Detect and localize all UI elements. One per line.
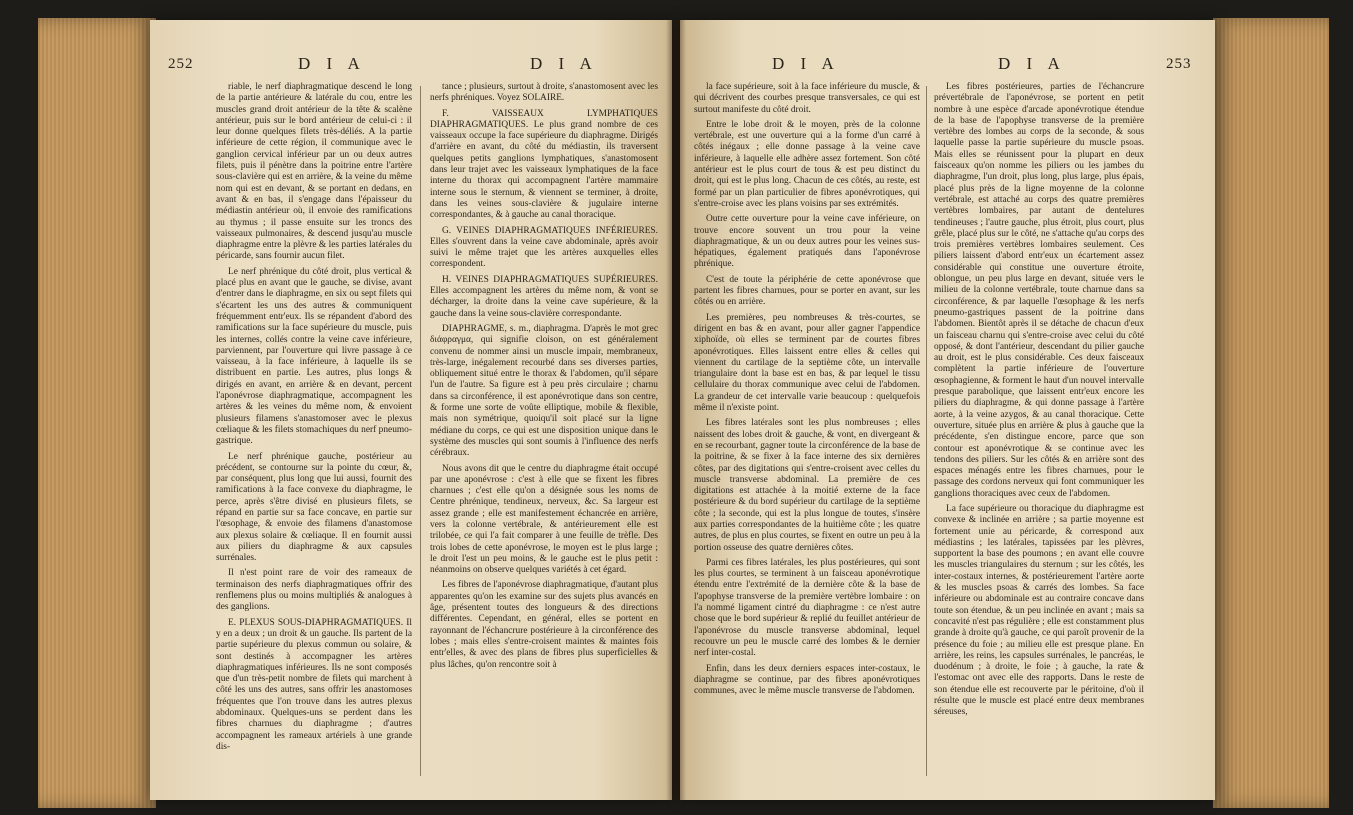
left-column-1 — [216, 82, 412, 782]
paragraph: C'est de toute la périphérie de cette aponévrose que partent les fibres charnues, pour se porter en avant, sur les côtés ou en arrière. — [694, 274, 920, 308]
book-gutter — [666, 20, 686, 800]
right-page-number: 253 — [1166, 56, 1192, 72]
left-page — [150, 20, 672, 800]
right-running-head-b: D I A — [998, 54, 1066, 73]
paragraph: E. PLEXUS SOUS-DIAPHRAGMATIQUES. Il y en a deux ; un droit & un gauche. Ils partent de la partie supérieure du plexus commun ou solaire, & sont destinés à accompagner les artères diaphragmatiques inférieures. Ils ne sont composés que d'un très-petit nombre de filets qui marchent à côté les uns des autres, sans offrir les anastomoses fréquentes que l'on trouve dans les autres plexus abdominaux. Quelques-uns se perdent dans les fibres charnues du diaphragme ; d'autres accompagnent les rameaux artériels à une grande dis- — [216, 617, 412, 752]
paragraph: Le nerf phrénique gauche, postérieur au précédent, se contourne sur la pointe du cœur, &, par conséquent, plus long que lui aussi, fournit des ramifications à la face convexe du diaphragme, le perce, après s'être divisé en plusieurs filets, se répand en partie sur sa face concave, en partie sur l'œsophage, & envoie des filamens d'anastomose aux plexus solaire & cœliaque. Il en fournit aussi aux piliers du diaphragme & aux capsules surrénales. — [216, 451, 412, 564]
right-column-1 — [694, 82, 920, 782]
paragraph: Les fibres postérieures, parties de l'échancrure prévertébrale de l'aponévrose, se portent en petit nombre à une espèce d'arcade aponévrotique étendue de la base de l'apophyse transverse de la première vertèbre des lombes au corps de la seconde, & sous laquelle passe la partie supérieure du muscle psoas. Mais elles se réunissent pour la plupart en deux faisceaux qu'on nomme les piliers ou les jambes du diaphragme, l'un droit, plus long, plus large, plus épais, placé plus près de la ligne moyenne de la colonne vertébrale, est attaché au corps des quatre premières vertèbres lombaires, par autant de dentelures tendineuses ; l'autre gauche, plus étroit, plus court, plus grêle, placé plus sur le côté, ne s'attache qu'au corps des trois premières vertèbres lombaires seulement. Ces piliers laissent d'abord entr'eux un écartement assez considérable qui constitue une ouverture étroite, oblongue, un peu plus large en devant, située vers le milieu de la colonne vertébrale, toute charnue dans sa circonférence, & par laquelle l'œsophage & les nerfs pneumo-gastriques passent de la poitrine dans l'abdomen. Bientôt après il se détache de chacun d'eux un faisceau charnu qui s'entre-croise avec celui du côté opposé, & dont l'antérieur, descendant du pilier gauche au droit, est le plus considérable. Ces deux faisceaux complètent la partie inférieure de l'ouverture œsophagienne, & forment le haut d'un nouvel intervalle presque parabolique, que laissent entr'eux encore les piliers du diaphragme, & qui donne passage à l'artère aorte, à la veine azygos, & au canal thoracique. Cette ouverture, située plus en arrière & plus à gauche que la précédente, s'en distingue encore, parce que son contour est aponévrotique & se continue avec les tendons des piliers. Sur les côtés & en arrière sont des espaces ménagés entre les fibres charnues, pour le passage des cordons nerveux qui font communiquer les ganglions thoraciques avec ceux de l'abdomen. — [934, 82, 1144, 499]
paragraph: Les fibres de l'aponévrose diaphragmatique, d'autant plus apparentes qu'on les examine sur des sujets plus avancés en âge, présentent toutes des longueurs & des directions différentes. Cependant, en général, elles se portent en rayonnant de l'échancrure postérieure à la circonférence des lobes ; mais elles s'entre-croisent maintes & maintes fois entr'elles, & avec des plans de fibres plus superficielles & plus lâches, qu'on rencontre soit à — [430, 580, 658, 670]
paragraph: Il n'est point rare de voir des rameaux de terminaison des nerfs diaphragmatiques offrir des renflemens plus ou moins multipliés & analogues à des ganglions. — [216, 568, 412, 613]
right-page — [680, 20, 1215, 800]
paragraph: DIAPHRAGME, s. m., diaphragma. D'après le mot grec διάφραγμα, qui signifie cloison, on est généralement convenu de nommer ainsi un muscle impair, membraneux, très-large, inégalement recourbé dans ses diverses parties, obliquement situé entre le thorax & l'abdomen, qu'il sépare l'un de l'autre. Sa figure est à peu près circulaire ; charnu dans sa circonférence, il est aponévrotique dans son centre, & forme une sorte de voûte elliptique, mobile & flexible, mais non symétrique, quoiqu'il soit placé sur la ligne médiane du corps, ce qui est une disposition unique dans le système des muscles qui sont soumis à l'influence des nerfs cérébraux. — [430, 323, 658, 459]
paragraph: Les fibres latérales sont les plus nombreuses ; elles naissent des lobes droit & gauche, & vont, en divergeant & en se recourbant, gagner toute la circonférence de la base de la poitrine, & se fixer à la face interne des six dernières côtes, par des digitations qui s'entre-croisent avec celles du muscle transverse abdominal. La première de ces digitations est attachée à la moitié externe de la face postérieure & du bord supérieur du cartilage de la septième côte ; la seconde, qui est la plus longue de toutes, s'insère aux parties correspondantes de la huitième côte ; les quatre autres, de plus en plus courtes, se fixent en outre un peu à la portion osseuse des quatre dernières côtes. — [694, 418, 920, 553]
right-column-rule — [926, 86, 927, 776]
paragraph: Parmi ces fibres latérales, les plus postérieures, qui sont les plus courtes, se terminent à un faisceau aponévrotique étendu entre l'extrémité de la dernière côte & la base de l'apophyse transverse de la première vertèbre lombaire : on l'a nommé ligament cintré du diaphragme : ce n'est autre chose que le bord supérieur & replié du feuillet antérieur de l'aponévrose du muscle transverse abdominal, lequel recouvre un peu le muscle carré des lombes & le dernier nerf inter-costal. — [694, 557, 920, 659]
paragraph: La face supérieure ou thoracique du diaphragme est convexe & inclinée en arrière ; sa partie moyenne est fortement unie au péricarde, & correspond aux médiastins ; les latérales, tapissées par les plèvres, supportent la base des poumons ; en avant elle couvre les muscles triangulaires du sternum ; sur les côtés, les inter-costaux internes, & postérieurement l'artère aorte & les muscles psoas & carrés des lombes. Sa face inférieure ou abdominale est au contraire concave dans toute son étendue, & un peu inclinée en avant ; mais sa concavité n'est pas régulière ; elle est constamment plus grande à droite qu'à gauche, ce qui paroît provenir de la présence du foie ; au milieu elle est presque plane. En arrière, les reins, les capsules surrénales, le pancréas, le duodénum ; à droite, le foie ; à gauche, la rate & l'estomac ont avec elle des rapports. Dans le reste de son étendue elle est recouverte par le péritoine, d'où il résulte que le muscle est placé entre deux membranes séreuses, — [934, 503, 1144, 718]
paragraph: Le nerf phrénique du côté droit, plus vertical & placé plus en avant que le gauche, se divise, avant d'entrer dans le diaphragme, en six ou sept filets qui s'écartent les uns des autres & communiquent fréquemment entr'eux. Ils se répandent d'abord des ramifications sur la face supérieure du muscle, puis les internes, collés contre la veine cave inférieure, parviennent, par l'ouverture qui livre passage à ce vaisseau, à la face inférieure, à laquelle ils se distribuent en partie. Les autres, plus longs & dirigés en avant, en arrière & en devant, percent l'aponévrose diaphragmatique, accompagnent les artères & les veines du même nom, & envoient plusieurs filamens s'anastomoser avec le plexus cœliaque & les filets stomachiques du nerf pneumo-gastrique. — [216, 266, 412, 447]
right-running-head-a: D I A — [772, 54, 840, 73]
left-column-rule — [420, 86, 421, 776]
paragraph: la face supérieure, soit à la face inférieure du muscle, & qui décrivent des courbes presque transversales, ce qui est surtout manifeste du côté droit. — [694, 82, 920, 115]
left-running-head-b: D I A — [530, 54, 598, 73]
right-page-edges — [1213, 18, 1329, 808]
right-column-2 — [934, 82, 1144, 782]
paragraph: H. VEINES DIAPHRAGMATIQUES SUPÉRIEURES. Elles accompagnent les artères du même nom, & vont se décharger, la droite dans la veine cave supérieure, & la gauche dans la veine sous-clavière correspondante. — [430, 274, 658, 319]
paragraph: Outre cette ouverture pour la veine cave inférieure, on trouve encore souvent un trou pour la veine diaphragmatique, & un ou deux autres pour les veines sus-hépatiques, également pratiqués dans l'aponévrose phrénique. — [694, 214, 920, 270]
paragraph: riable, le nerf diaphragmatique descend le long de la partie antérieure & latérale du cou, entre les muscles grand droit antérieur de la tête & scalène antérieur, puis sur le bord antérieur de celui-ci : il leur donne quelques filets très-déliés. A la partie inférieure de cette région, il communique avec le ganglion cervical inférieur par un ou deux autres filets, puis il pénètre dans la poitrine entre l'artère sous-clavière qui est en arrière, & la veine du même nom qui est en devant, & se portant en dedans, en avant & en bas, il s'engage dans l'épaisseur du médiastin antérieur où, il envoie des ramifications au thymus ; il passe ensuite sur les troncs des vaisseaux pulmonaires, & descend jusqu'au muscle diaphragme entre la plèvre & les parties latérales du péricarde, sans fournir aucun filet. — [216, 82, 412, 262]
paragraph: Enfin, dans les deux derniers espaces inter-costaux, le diaphragme se continue, par des fibres aponévrotiques communes, avec le même muscle transverse de l'abdomen. — [694, 663, 920, 697]
paragraph: G. VEINES DIAPHRAGMATIQUES INFÉRIEURES. Elles s'ouvrent dans la veine cave abdominale, après avoir suivi le même trajet que les artères auxquelles elles correspondent. — [430, 225, 658, 270]
left-page-number: 252 — [168, 56, 194, 72]
paragraph: Les premières, peu nombreuses & très-courtes, se dirigent en bas & en avant, pour aller gagner l'appendice xiphoïde, où elles se terminent par de courtes fibres aponévrotiques. Elles laissent entre elles & celles qui viennent du cartilage de la septième côte, un intervalle triangulaire dont la base est en bas, & par lequel le tissu cellulaire du thorax communique avec celui de l'abdomen. La grandeur de cet intervalle varie beaucoup : quelquefois même il n'existe point. — [694, 312, 920, 414]
left-running-head-a: D I A — [298, 54, 366, 73]
paragraph: tance ; plusieurs, surtout à droite, s'anastomosent avec les nerfs phréniques. Voyez SOLAIRE. — [430, 82, 658, 104]
paragraph: Nous avons dit que le centre du diaphragme était occupé par une aponévrose : c'est à elle que se fixent les fibres charnues ; c'est elle qu'on a désignée sous les noms de Centre phrénique, tendineux, nerveux, &c. Sa largeur est assez grande ; elle est manifestement échancrée en arrière, vers la colonne vertébrale, & antérieurement elle est trilobée, ce qui l'a fait comparer à une feuille de trèfle. Des trois lobes de cette aponévrose, le moyen est le plus large ; le droit l'est un peu moins, & le gauche est le plus petit : néanmoins on observe quelques variétés à cet égard. — [430, 463, 658, 576]
paragraph: Entre le lobe droit & le moyen, près de la colonne vertébrale, est une ouverture qui a la forme d'un carré à côtés inégaux ; elle donne passage à la veine cave inférieure, à laquelle elle adhère assez fortement. Son côté antérieur est le plus court de tous & est peu distinct du droit, qui est le plus long. Chacun de ces côtés, au reste, est formé par un plan particulier de fibres aponévrotiques, qui s'entre-croise avec les plans voisins par ses extrémités. — [694, 119, 920, 209]
paragraph: F. VAISSEAUX LYMPHATIQUES DIAPHRAGMATIQUES. Le plus grand nombre de ces vaisseaux occupe la face supérieure du diaphragme. Dirigés d'arrière en avant, du côté du médiastin, ils traversent quelques petits ganglions lymphatiques, s'anastomosent dans leur trajet avec les vaisseaux lymphatiques de la face interne du thorax qui accompagnent l'artère mammaire interne sous le sternum, & viennent se terminer, à droite, dans les veines sous-clavière & jugulaire interne correspondantes, & à gauche au canal thoracique. — [430, 108, 658, 221]
left-page-edges — [38, 18, 156, 808]
left-column-2 — [430, 82, 658, 782]
